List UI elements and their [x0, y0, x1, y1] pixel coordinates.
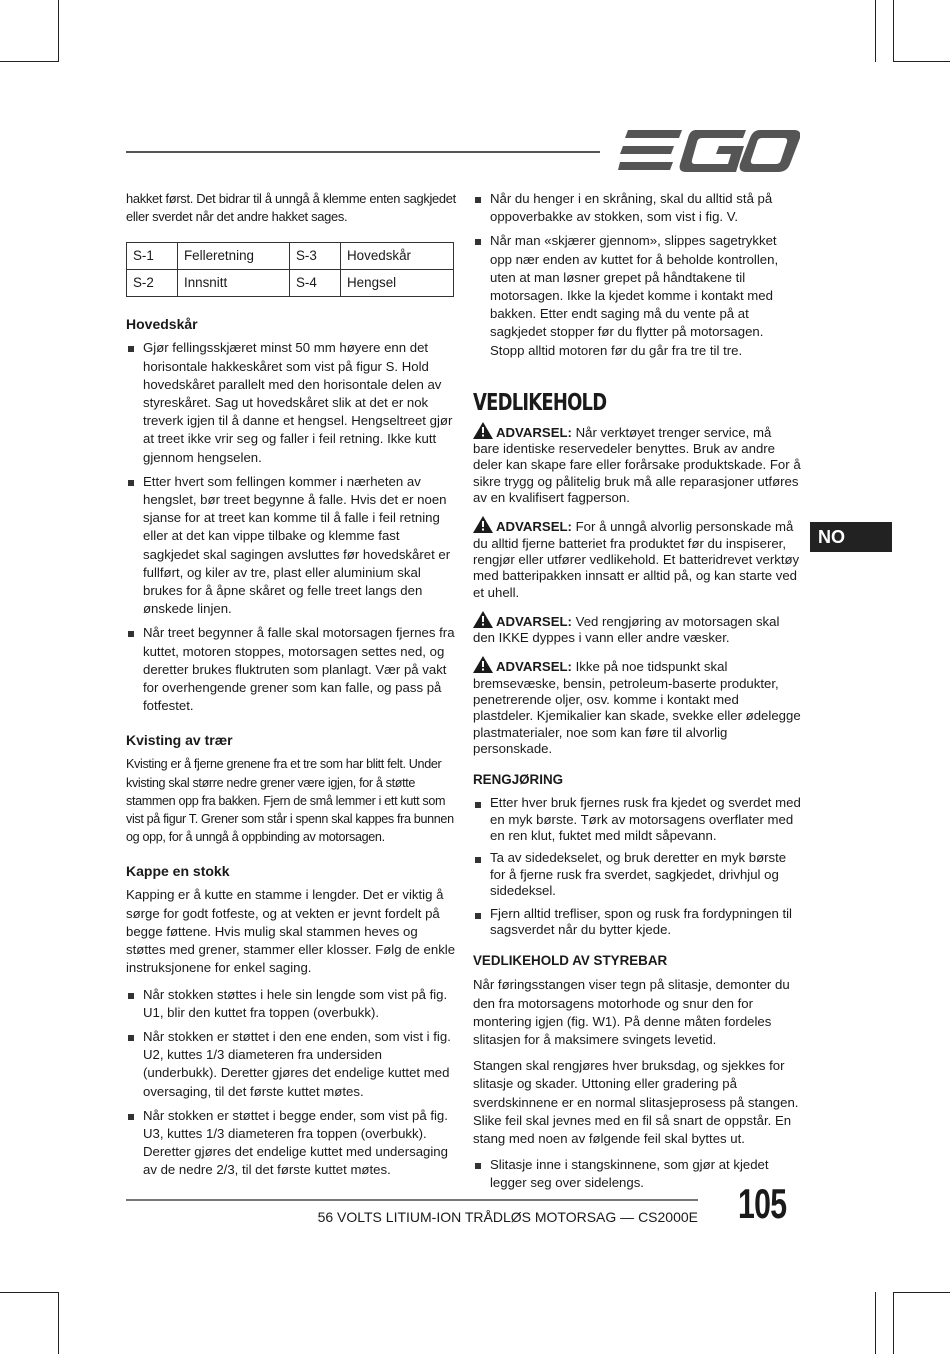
crop-mark — [58, 0, 59, 62]
warning-label: ADVARSEL: — [496, 519, 572, 535]
heading-hovedskar: Hovedskår — [126, 316, 198, 333]
warning-text: Når verktøyet trenger service, må bare identiske reservedeler benyttes. Bruk av andre deler kan skape fare eller forårsake produktskade. For å sikre trygg og pålitelig bruk må alle reparasjoner utføres av en kvalifisert fagperson. — [473, 424, 801, 506]
kvisting-paragraph: Kvisting er å fjerne grenene fra et tre som har blitt felt. Under kvisting skal større nedre grener være igjen, for å støtte stammen opp fra bakken. Fjern de små lemmer i ett kutt som vist på figur T. Grener som står i spenn skal kappes fra bunnen og opp, for å unngå å oppbinding av motorsagen. — [126, 757, 454, 845]
list-item: Etter hvert som fellingen kommer i nærheten av hengslet, bør treet begynne å falle. Hvis det er noen sjanse for at treet kan komme til å falle i feil retning eller at det kan vippe tilbake og klemme fast sagkjedet skal sagingen avsluttes før hovedskåret er fullført, og kiler av tre, plast eller aluminium skal brukes for å åpne skåret og felle treet langs den ønskede linjen. — [126, 473, 456, 619]
table-cell: Felleretning — [178, 243, 290, 270]
list-item: Fjern alltid trefliser, spon og rusk fra fordypningen til sagsverdet når du bytter kjede. — [473, 906, 801, 939]
warning-text: Ikke på noe tidspunkt skal bremsevæske, bensin, petroleum-baserte produkter, penetrerende oljer, osv. komme i kontakt med plastdeler. Kjemikalier kan skade, svekke eller ødelegge plastmaterialer, noe som kan føre til alvorlig personskade. — [473, 659, 801, 756]
crop-mark — [0, 1292, 58, 1293]
crop-mark — [893, 1292, 894, 1354]
rengjoring-list — [473, 795, 801, 938]
warning-triangle-icon — [473, 656, 493, 673]
footer-rule — [126, 1199, 698, 1201]
crop-mark — [893, 1292, 950, 1293]
crop-mark — [875, 0, 876, 62]
felling-list-continued — [473, 190, 801, 360]
list-item: Når treet begynner å falle skal motorsagen fjernes fra kuttet, motoren stoppes, motorsagen settes ned, og deretter brukes fluktruten som planlagt. Vær på vakt for overhengende grener som kan falle, og pass på fotfestet. — [126, 624, 456, 715]
warning-block — [473, 422, 801, 506]
warning-triangle-icon — [473, 516, 493, 533]
list-item: Ta av sidedekselet, og bruk deretter en myk børste for å fjerne rusk fra sverdet, sagkjedet, drivhjul og sidedeksel. — [473, 850, 801, 899]
hovedskar-list — [126, 339, 456, 715]
crop-mark — [893, 61, 950, 62]
table-cell: S-1 — [127, 243, 178, 270]
footer-title: 56 VOLTS LITIUM-ION TRÅDLØS MOTORSAG — CS2000E — [317, 1209, 698, 1225]
warning-label: ADVARSEL: — [496, 659, 572, 675]
kappe-list — [126, 986, 456, 1180]
warning-label: ADVARSEL: — [496, 613, 572, 629]
warning-triangle-icon — [473, 611, 493, 628]
table-row — [127, 270, 454, 297]
crop-mark — [0, 61, 58, 62]
table-cell: S-4 — [290, 270, 341, 297]
table-cell: Hovedskår — [341, 243, 454, 270]
warning-block — [473, 516, 801, 600]
list-item: Når du henger i en skråning, skal du alltid stå på oppoverbakke av stokken, som vist i fig. V. — [473, 190, 801, 226]
left-column — [126, 190, 456, 1186]
warning-block — [473, 611, 801, 647]
table-row — [127, 243, 454, 270]
list-item: Når stokken er støttet i den ene enden, som vist i fig. U2, kuttes 1/3 diameteren fra undersiden (underbukk). Deretter gjøres det endelige kuttet med oversaging, til det første kuttet møtes. — [126, 1028, 456, 1101]
list-item: Når stokken er støttet i begge ender, som vist på fig. U3, kuttes 1/3 diameteren fra toppen (overbukk). Deretter gjøres det endelige kuttet med undersaging av de nedre 2/3, til det første kuttet møtes. — [126, 1107, 456, 1180]
table-cell: S-2 — [127, 270, 178, 297]
heading-kvisting: Kvisting av trær — [126, 732, 233, 749]
ego-logo — [618, 128, 800, 174]
list-item: Etter hver bruk fjernes rusk fra kjedet og sverdet med en myk børste. Tørk av motorsagens overflater med en ren klut, fuktet med mildt såpevann. — [473, 795, 801, 844]
crop-mark — [58, 1292, 59, 1354]
list-item: Gjør fellingsskjæret minst 50 mm høyere enn det horisontale hakkeskåret som vist på figur S. Hold hovedskåret parallelt med den horisontale delen av styreskåret. Sag ut hovedskåret slik at det er nok treverk igjen til å danne et hengsel. Hengseltreet gjør at treet ikke vrir seg og faller i feil retning. Ikke kutt gjennom hengselen. — [126, 339, 456, 466]
crop-mark — [875, 1292, 876, 1354]
heading-kappe: Kappe en stokk — [126, 863, 230, 880]
intro-paragraph: hakket først. Det bidrar til å unngå å klemme enten sagkjedet eller sverdet når det andre hakket sages. — [126, 191, 456, 225]
warning-triangle-icon — [473, 422, 493, 439]
heading-styrebar: VEDLIKEHOLD AV STYREBAR — [473, 953, 668, 969]
heading-rengjoring: RENGJØRING — [473, 772, 564, 788]
kappe-paragraph: Kapping er å kutte en stamme i lengder. Det er viktig å sørge for godt fotfeste, og at vekten er jevnt fordelt på begge føttene. Hvis mulig skal stammen heves og støttes med grener, stammer eller klosser. Følg de enkle instruksjonene for enkel saging. — [126, 887, 456, 976]
list-item: Slitasje inne i stangskinnene, som gjør at kjedet legger seg over sidelengs. — [473, 1156, 801, 1192]
styrebar-paragraph: Stangen skal rengjøres hver bruksdag, og sjekkes for slitasje og skader. Uttoning eller gradering på sverdskinnene er en normal slitasjeprosess på stangen. Slike feil skal jevnes med en fil så snart de oppstår. En stang med noen av følgende feil skal byttes ut. — [473, 1058, 799, 1147]
header-rule — [126, 151, 600, 153]
list-item: Når stokken støttes i hele sin lengde som vist på fig. U1, blir den kuttet fra toppen (overbukk). — [126, 986, 456, 1022]
language-tab: NO — [810, 522, 892, 552]
warning-text: Ved rengjøring av motorsagen skal den IKKE dyppes i vann eller andre væsker. — [473, 613, 780, 646]
table-cell: Hengsel — [341, 270, 454, 297]
warning-block — [473, 656, 801, 757]
table-cell: Innsnitt — [178, 270, 290, 297]
crop-mark — [893, 0, 894, 62]
table-cell: S-3 — [290, 243, 341, 270]
section-title: VEDLIKEHOLD — [473, 389, 607, 416]
page-number: 105 — [738, 1180, 787, 1227]
list-item: Når man «skjærer gjennom», slippes sagetrykket opp nær enden av kuttet for å beholde kontrollen, uten at man løsner grepet på håndtakene til motorsagen. Ikke la kjedet komme i kontakt med bakken. Etter endt saging må du vente på at sagkjedet stopper før du flytter på motorsagen. Stopp alltid motoren før du går fra tre til tre. — [473, 232, 801, 359]
warning-text: For å unngå alvorlig personskade må du alltid fjerne batteriet fra produktet før du inspiserer, rengjør eller utfører vedlikehold. Et batteridrevet verktøy med batteripakken innsatt er alltid på, og kan starte ved et uhell. — [473, 519, 800, 600]
styrebar-paragraph: Når føringsstangen viser tegn på slitasje, demonter du den fra motorsagens motorhode og snur den for montering igjen (fig. W1). På denne måten fordeles slitasjen for å maksimere svingets levetid. — [473, 977, 790, 1048]
right-column — [473, 190, 801, 1199]
warning-label: ADVARSEL: — [496, 424, 572, 440]
figure-legend-table — [126, 242, 454, 297]
